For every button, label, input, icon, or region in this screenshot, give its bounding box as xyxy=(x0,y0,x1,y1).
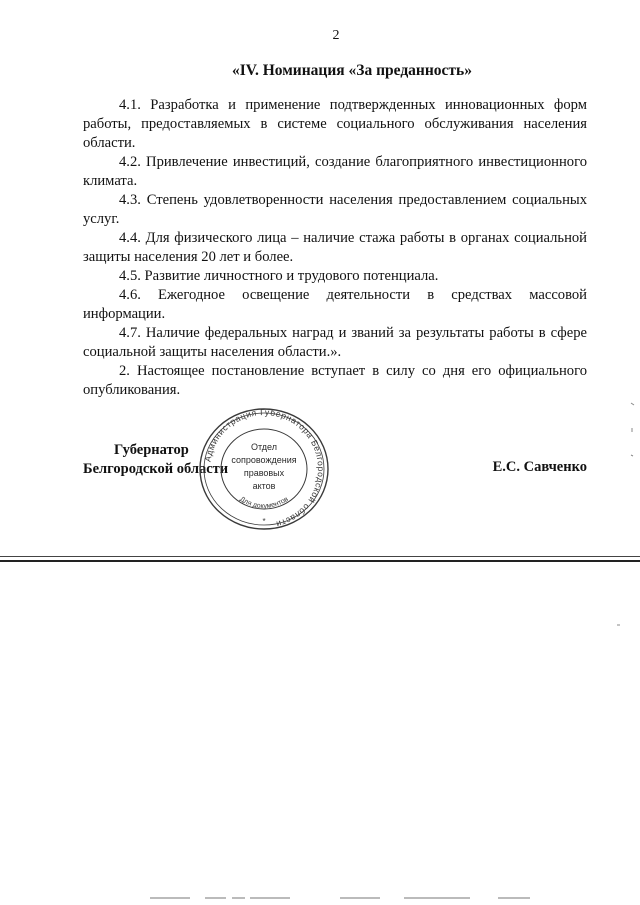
paragraph-2-effective: 2. Настоящее постановление вступает в силу со дня его официального опубликования. xyxy=(83,363,587,398)
paragraph-4-3: 4.3. Степень удовлетворенности населения предоставлением социальных услуг. xyxy=(83,192,587,227)
seal-star: * xyxy=(262,517,266,526)
section-title: «IV. Номинация «За преданность» xyxy=(232,62,472,79)
seal-inner-line-3: правовых xyxy=(243,468,285,478)
seal-ring-text: Администрация Губернатора Белгородской области xyxy=(202,406,327,530)
paragraph-4-1: 4.1. Разработка и применение подтвержденных инновационных форм работы, предоставляемых в системе социального обслуживания населения области. xyxy=(83,97,587,151)
svg-text:Для документов xyxy=(238,496,290,510)
seal-inner-line-2: сопровождения xyxy=(231,455,297,465)
body-text xyxy=(83,96,587,400)
paragraph-4-4: 4.4. Для физического лица – наличие стажа работы в органах социальной защиты населения 20 лет и более. xyxy=(83,230,587,265)
signatory-name: Е.С. Савченко xyxy=(492,459,587,475)
paragraph-4-7: 4.7. Наличие федеральных наград и званий за результаты работы в сфере социальной защиты населения области.». xyxy=(83,325,587,360)
paragraph-4-6: 4.6. Ежегодное освещение деятельности в средствах массовой информации. xyxy=(83,287,587,322)
bottom-rule-thick xyxy=(0,560,640,562)
paragraph-4-2: 4.2. Привлечение инвестиций, создание благоприятного инвестиционного климата. xyxy=(83,154,587,189)
seal-bottom-text: Для документов xyxy=(238,495,290,511)
bottom-rule-thin xyxy=(0,556,640,557)
seal-inner-line-4: актов xyxy=(252,481,276,491)
seal-inner-line-1: Отдел xyxy=(250,442,278,452)
page-number: 2 xyxy=(332,28,340,43)
official-seal xyxy=(196,405,332,533)
paragraph-4-5: 4.5. Развитие личностного и трудового потенциала. xyxy=(119,268,439,284)
signatory-title: Губернатор xyxy=(114,442,189,458)
signatory-region: Белгородской области xyxy=(83,461,229,477)
